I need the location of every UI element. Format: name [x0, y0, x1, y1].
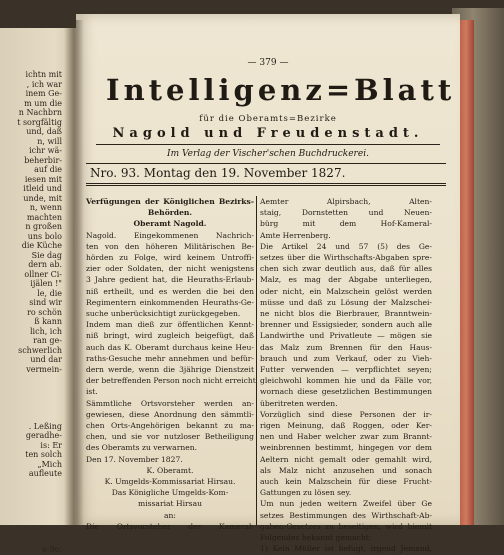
text-line: nen und Haber welcher zwar zum Brannt- [260, 432, 432, 442]
text-line: gleichwohl kommen hie und da Fälle vor, [260, 376, 432, 386]
left-page-line: ß kann [34, 317, 62, 326]
text-line: raths-Gesuche mehr annehmen und befür- [86, 353, 254, 363]
column-divider [256, 196, 257, 526]
text-line: als Malz nicht anzusehen und sonach [260, 465, 432, 475]
text-line: Gattungen zu lösen sey. [260, 488, 352, 498]
text-line: bürg mit dem Hof-Kameral- [260, 219, 432, 229]
red-page-edge [458, 20, 474, 525]
left-page-line: und, daß [26, 127, 62, 136]
text-line: Folgendes bekannt gemacht: [260, 533, 372, 543]
text-line: rigen Meinung, daß Roggen, oder Ker- [260, 421, 432, 431]
left-page-line: inem Ge- [25, 89, 62, 98]
text-line: Amte Herrenberg. [260, 230, 331, 240]
text-line: setzes über die Wirthschafts-Abgaben spre- [260, 253, 432, 263]
left-page-line: ten solch [25, 450, 62, 459]
left-page-line: ichr wä- [29, 146, 62, 155]
text-line: Aemter Alpirsbach, Alten- [260, 197, 432, 206]
text-line: Oberamt Nagold. [133, 219, 207, 229]
left-page-line: vermein- [26, 364, 62, 374]
rule-bottom-double [86, 185, 446, 186]
left-page-line: t sorgfältig [17, 117, 62, 127]
text-line: niß bringt, wird zugleich beigefügt, daß [86, 331, 254, 341]
left-page-line: ollner Ci- [24, 269, 62, 279]
text-line: Den 17. November 1827. [86, 454, 183, 464]
text-line: chen Orts-Angehörigen bekannt zu ma- [86, 421, 254, 431]
rule-top [96, 144, 440, 145]
text-line: auch kein Malzschein für diese Frucht- [260, 477, 432, 487]
left-page-line: m um die [24, 98, 62, 108]
masthead-towns: Nagold und Freudenstadt. [112, 126, 424, 141]
page-number: — 379 — [247, 58, 289, 68]
text-line: niß ertheilt, und es werden die bei den [86, 286, 254, 296]
left-page-line: auf die [34, 165, 62, 174]
text-line: Um nun jeden weitern Zweifel über Ge [260, 499, 432, 509]
text-line: Die Artikel 24 und 57 (5) des Ge- [260, 241, 432, 251]
left-page-line: . Leßing [28, 421, 62, 431]
text-line: Indem man dieß zur öffentlichen Kennt- [86, 320, 254, 330]
text-line: K. Umgelds-Kommissariat Hirsau. [104, 477, 236, 487]
text-line: Futter verwenden — verpflichtet seyen; [260, 365, 432, 375]
text-line: Landwirthe und Privatleute — mögen sie [260, 331, 432, 341]
left-page-line: lich, ich [29, 326, 62, 336]
left-page-line: machten [26, 212, 62, 222]
left-page-line: sind wir [29, 298, 62, 307]
text-line: ist. [86, 387, 98, 397]
text-line: Verfügungen der Königlichen Bezirks- [86, 197, 254, 206]
text-line: Sämmtliche Ortsvorsteher werden an- [86, 398, 254, 408]
text-line: missariat Hirsau [138, 499, 202, 509]
text-line: ne nicht blos die Bierbrauer, Branntwein- [260, 309, 432, 319]
text-line: chen, und sie vor nutzloser Betheiligung [86, 432, 254, 442]
left-page-line: Sie dag [31, 250, 62, 260]
text-line: Die Ortsvorsteher der Kameral- [86, 521, 254, 531]
text-line: suche unberücksichtigt zurückgegeben. [86, 309, 241, 319]
left-page-line: ichtn mit [25, 70, 62, 79]
left-page-line: n Nachbrn [18, 108, 62, 117]
text-line: auch das K. Oberamt durchaus keine Heu- [86, 342, 254, 352]
text-line: Behörden. [147, 208, 193, 218]
left-page-line: aufleute [28, 469, 62, 478]
text-line: überitreten werden. [260, 398, 338, 408]
left-page-line: geradhe- [25, 431, 62, 440]
left-page-line: iesen mit [24, 174, 62, 184]
right-page [76, 14, 460, 554]
text-line: wornach diese gesetzlichen Bestimmungen [260, 387, 432, 397]
text-line: setzes Bestimmungen des Wirthschaft-Ab- [260, 510, 432, 520]
left-page-line: dern ab. [28, 260, 62, 269]
text-column-left [86, 196, 254, 532]
text-line: K. Oberamt. [146, 465, 194, 475]
left-page-line: ijälen !" [30, 279, 62, 288]
text-line: zier oder Soldaten, der nicht wenigstens [86, 264, 254, 274]
text-line: 1) Kein Müller ist befugt, irgend Jemand, [260, 544, 432, 554]
text-line: an: [164, 510, 176, 520]
masthead-subtitle: für die Oberamts=Bezirke [199, 114, 337, 124]
left-page-line: le, die [37, 288, 62, 298]
text-line: müsse und daß zu Lösung der Malzschei- [260, 297, 432, 307]
text-line: oder nicht, ein Malzschein gelöst werden [260, 286, 432, 296]
masthead-title: Intelligenz=Blatt [106, 73, 456, 107]
text-line: ten von den höheren Militärischen Be- [86, 241, 254, 251]
text-line: chen sich zwar deutlich aus, daß für alles [260, 264, 432, 274]
text-line: der betreffenden Person noch nicht erreicht [86, 376, 256, 386]
text-line: Malz, es mag der Abgabe unterliegen, [260, 275, 432, 285]
text-line: Aeltern nicht gemalt oder gemahlt wird, [260, 454, 432, 464]
left-page-line: „Mich [37, 459, 62, 469]
left-page-line: n, wenn [29, 203, 62, 212]
text-line: dern werde, wenn die 3jährige Dienstzeit [86, 365, 254, 375]
left-page-line: n, will [37, 136, 62, 146]
text-line: brauch und zum Verkauf, oder zu Vieh- [260, 353, 432, 363]
left-page-line: ro schön [27, 307, 62, 317]
left-page-line: e 9o. [42, 545, 62, 554]
text-line: brenner und Essigsieder, sondern auch alle [260, 320, 432, 330]
rule-bottom [86, 183, 446, 184]
book-gutter-shadow [64, 20, 84, 525]
text-line: weinbrennen bestimmt, hingegen vor dem [260, 443, 432, 453]
text-line: Nagold. Eingekommenen Nachrich- [86, 230, 254, 240]
text-line: des Oberamts zu verwarnen. [86, 443, 198, 453]
left-page-line: beherbir- [24, 155, 62, 165]
text-line: hörden zu Folge, wird keinem Untroffi- [86, 253, 254, 263]
issue-line: Nro. 93. Montag den 19. November 1827. [90, 166, 346, 180]
left-page-line: die Küche [21, 241, 62, 250]
publisher-line: Im Verlag der Vischer'schen Buchdruckerei. [167, 149, 369, 159]
text-line: gewiesen, diese Anordnung den sämmtli- [86, 409, 254, 419]
rule-mid [86, 163, 446, 164]
text-line: Das Königliche Umgelds-Kom- [111, 488, 229, 498]
left-page-line: , ich war [26, 79, 62, 89]
text-line: Regimentern einkommenden Heuraths-Ge- [86, 297, 254, 307]
text-line: das Malz zum Brennen für den Haus- [260, 342, 432, 352]
left-page-line: itleid und [23, 184, 62, 193]
left-page-line: uns bolo [27, 231, 62, 241]
left-page-line: is: Er [40, 440, 62, 450]
text-line: 3 Jahre gedient hat, die Heuraths-Erlaub- [86, 275, 254, 285]
text-line: Vorzüglich sind diese Personen der ir- [260, 409, 432, 419]
text-column-right [260, 196, 432, 555]
text-line: gaben-Gesetzes zu beseitigen, wird hiemit [260, 521, 432, 531]
left-page-line: und dar [30, 355, 62, 364]
left-page-line: ran ge- [33, 336, 62, 345]
text-line: staig, Dornstetten und Neuen- [260, 208, 432, 218]
left-page-line: n großen [25, 222, 62, 231]
left-page-line: unde, mit [23, 193, 62, 203]
left-page-line: schwerlich [18, 345, 62, 355]
